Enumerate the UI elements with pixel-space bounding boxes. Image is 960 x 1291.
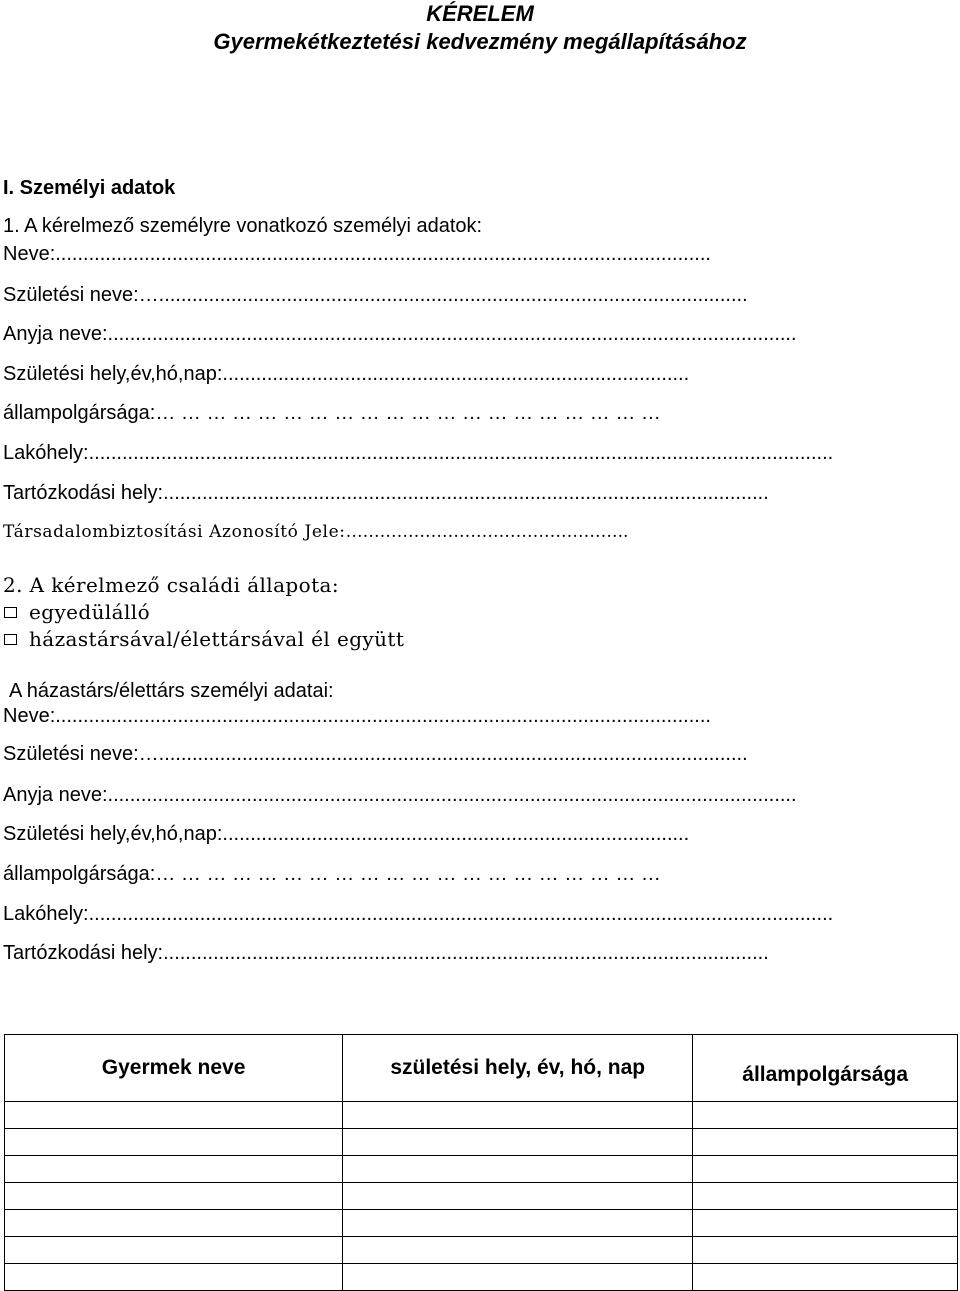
field-label: Anyja neve: xyxy=(3,784,108,806)
spouse-stay-address-field[interactable] xyxy=(3,941,958,965)
spouse-citizenship-field[interactable] xyxy=(3,862,958,886)
table-cell[interactable] xyxy=(693,1264,958,1291)
fill-dots: ............................................................................................................................ xyxy=(107,323,797,345)
applicant-mother-name-field[interactable] xyxy=(3,322,958,346)
table-cell[interactable] xyxy=(343,1237,693,1264)
table-row xyxy=(5,1210,958,1237)
table-cell[interactable] xyxy=(693,1183,958,1210)
form-subtitle: Gyermekétkeztetési kedvezmény megállapításához xyxy=(213,29,747,54)
spouse-heading: A házastárs/élettárs személyi adatai: xyxy=(9,680,334,702)
option-label: egyedülálló xyxy=(29,600,151,624)
table-row xyxy=(5,1102,958,1129)
checkbox-icon[interactable] xyxy=(4,634,17,645)
fill-dots: ...................................................................................................................... xyxy=(55,243,711,265)
applicant-citizenship-field[interactable] xyxy=(3,401,958,425)
column-header-citizenship: állampolgársága xyxy=(693,1035,958,1102)
table-row xyxy=(5,1264,958,1291)
option-married[interactable] xyxy=(3,627,958,651)
field-label: Születési neve: xyxy=(3,743,139,765)
field-label: állampolgársága: xyxy=(3,402,156,424)
table-cell[interactable] xyxy=(693,1156,958,1183)
column-header-birth-data: születési hely, év, hó, nap xyxy=(343,1035,693,1102)
table-row xyxy=(5,1183,958,1210)
fill-dots: ….......................................................................................................... xyxy=(138,743,748,765)
section1-intro: 1. A kérelmező személyre vonatkozó személyi adatok: xyxy=(3,215,483,237)
table-cell[interactable] xyxy=(693,1210,958,1237)
applicant-birth-name-field[interactable] xyxy=(3,283,958,307)
form-title: KÉRELEM xyxy=(426,1,534,26)
field-label: Születési neve: xyxy=(3,284,139,306)
applicant-taj-field[interactable] xyxy=(3,521,958,543)
field-label: Lakóhely: xyxy=(3,442,89,464)
field-label: Születési hely,év,hó,nap: xyxy=(3,363,223,385)
fill-dots: ............................................................................................................................ xyxy=(107,784,797,806)
field-label: Születési hely,év,hó,nap: xyxy=(3,823,223,845)
applicant-residence-field[interactable] xyxy=(3,441,958,465)
table-row xyxy=(5,1129,958,1156)
spouse-residence-field[interactable] xyxy=(3,902,958,926)
field-label: Lakóhely: xyxy=(3,903,89,925)
table-cell[interactable] xyxy=(5,1156,343,1183)
table-cell[interactable] xyxy=(343,1264,693,1291)
spouse-mother-name-field[interactable] xyxy=(3,783,958,807)
applicant-stay-address-field[interactable] xyxy=(3,481,958,505)
table-row xyxy=(5,1237,958,1264)
table-cell[interactable] xyxy=(5,1129,343,1156)
fill-dots: .................................................................................... xyxy=(222,823,690,845)
children-table xyxy=(4,1034,958,1291)
fill-dots: … … … … … … … … … … … … … … … … … … … … xyxy=(155,863,661,885)
table-cell[interactable] xyxy=(343,1129,693,1156)
spouse-birth-place-date-field[interactable] xyxy=(3,822,958,846)
field-label: Anyja neve: xyxy=(3,323,108,345)
field-label: állampolgársága: xyxy=(3,863,156,885)
table-cell[interactable] xyxy=(693,1129,958,1156)
field-label: Tartózkodási hely: xyxy=(3,942,164,964)
table-cell[interactable] xyxy=(693,1102,958,1129)
checkbox-icon[interactable] xyxy=(4,607,17,618)
table-cell[interactable] xyxy=(343,1102,693,1129)
table-cell[interactable] xyxy=(343,1156,693,1183)
field-label: Társadalombiztosítási Azonosító Jele: xyxy=(3,522,346,542)
table-cell[interactable] xyxy=(343,1210,693,1237)
table-cell[interactable] xyxy=(5,1102,343,1129)
fill-dots: .................................................................................... xyxy=(222,363,690,385)
table-row xyxy=(5,1156,958,1183)
column-header-child-name: Gyermek neve xyxy=(5,1035,343,1102)
fill-dots: ............................................................................................................. xyxy=(163,942,769,964)
marital-status-heading: 2. A kérelmező családi állapota: xyxy=(3,573,339,597)
table-cell[interactable] xyxy=(5,1237,343,1264)
section1-heading: I. Személyi adatok xyxy=(3,177,176,199)
table-cell[interactable] xyxy=(5,1183,343,1210)
fill-dots: ….......................................................................................................... xyxy=(138,284,748,306)
spouse-name-field[interactable] xyxy=(3,704,958,728)
applicant-name-field[interactable] xyxy=(3,242,958,266)
fill-dots: ...................................................................................................................................... xyxy=(88,903,834,925)
option-single[interactable] xyxy=(3,600,958,624)
option-label: házastársával/élettársával él együtt xyxy=(29,627,405,651)
spouse-birth-name-field[interactable] xyxy=(3,742,958,766)
fill-dots: ...................................................................................................................... xyxy=(55,705,711,727)
table-cell[interactable] xyxy=(5,1210,343,1237)
fill-dots: ...................................................................................................................................... xyxy=(88,442,834,464)
fill-dots: … … … … … … … … … … … … … … … … … … … … xyxy=(155,402,661,424)
field-label: Tartózkodási hely: xyxy=(3,482,164,504)
fill-dots: ………………………………………….. xyxy=(345,522,629,542)
table-cell[interactable] xyxy=(343,1183,693,1210)
applicant-birth-place-date-field[interactable] xyxy=(3,362,958,386)
table-header-row xyxy=(5,1035,958,1102)
field-label: Neve: xyxy=(3,705,56,727)
table-cell[interactable] xyxy=(5,1264,343,1291)
field-label: Neve: xyxy=(3,243,56,265)
fill-dots: ............................................................................................................. xyxy=(163,482,769,504)
table-cell[interactable] xyxy=(693,1237,958,1264)
